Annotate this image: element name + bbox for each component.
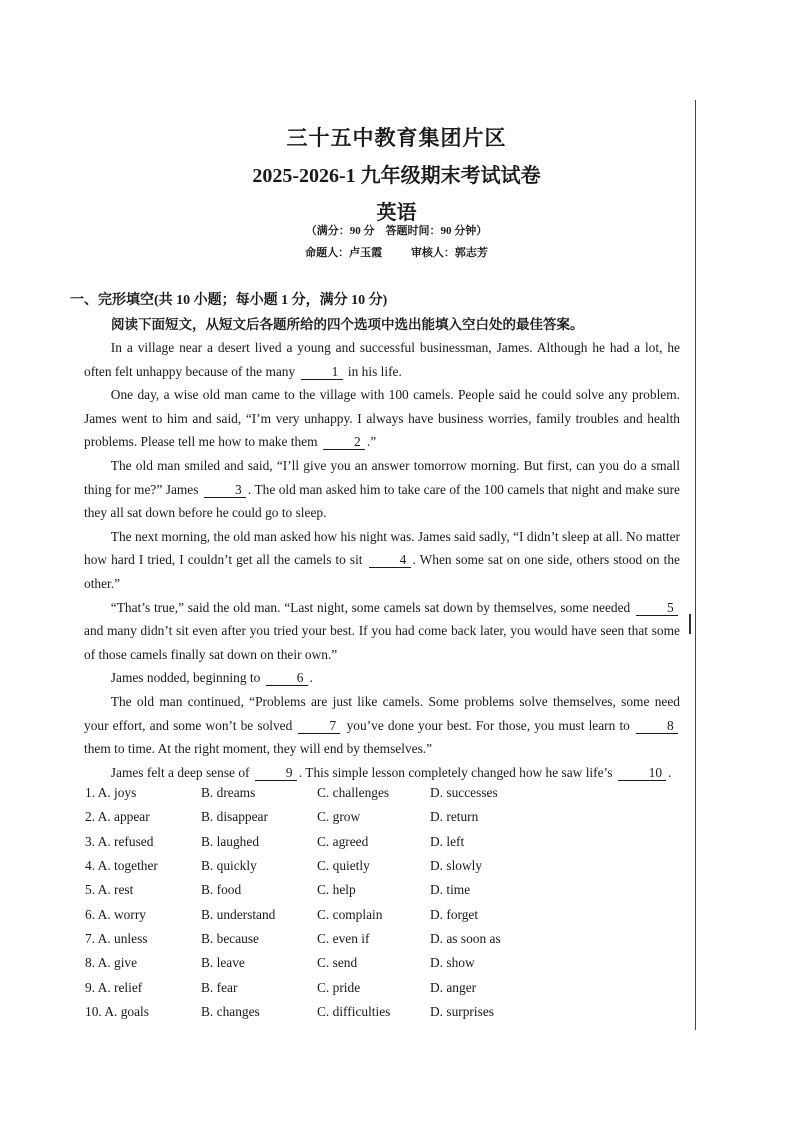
option-row	[85, 951, 685, 975]
option-choice: 8. A. give	[85, 955, 138, 971]
option-choice: C. quietly	[317, 858, 370, 874]
passage-text: .”	[366, 434, 377, 450]
option-choice: D. time	[430, 882, 471, 898]
passage-paragraph	[84, 596, 680, 667]
passage-paragraph	[84, 383, 680, 454]
option-choice: 3. A. refused	[85, 833, 154, 849]
exam-title: 2025-2026-1 九年级期末考试试卷	[252, 165, 541, 187]
passage-text: them to time. At the right moment, they will end by themselves.”	[84, 741, 433, 757]
passage-text: you’ve done your best. For those, you must learn to	[342, 717, 634, 733]
passage-text: The old man continued, “Problems are just like camels. Some problems solve themselves, some need your effort, and some won’t be solved	[84, 693, 680, 733]
exam-meta: （满分：90 分 答题时间：90 分钟）	[305, 225, 488, 237]
passage-paragraph	[84, 525, 680, 596]
passage-text: .	[309, 670, 314, 686]
option-choice: 4. A. together	[85, 858, 158, 874]
option-choice: B. because	[201, 930, 260, 946]
blank-5: 5	[636, 600, 678, 616]
blank-8: 8	[636, 718, 678, 734]
blank-9: 9	[255, 765, 297, 781]
passage-paragraph	[84, 454, 680, 525]
option-choice: C. difficulties	[317, 1003, 391, 1019]
option-row	[85, 854, 685, 878]
option-choice: D. slowly	[430, 858, 483, 874]
option-choice: B. disappear	[201, 809, 268, 825]
option-row	[85, 805, 685, 829]
cloze-passage	[84, 336, 680, 784]
passage-text: In a village near a desert lived a young and successful businessman, James. Although he had a lot, he often felt unhappy because of the many	[84, 340, 680, 379]
passage-text: . This simple lesson completely changed how he saw life’s	[298, 764, 616, 780]
option-choice: D. successes	[430, 785, 498, 801]
option-row	[85, 878, 685, 902]
blank-10: 10	[618, 765, 666, 781]
option-choice: D. forget	[430, 906, 479, 922]
passage-text: . When some sat on one side, others stood on the other.”	[84, 552, 680, 591]
binding-margin-line	[695, 100, 696, 1030]
blank-7: 7	[298, 718, 340, 734]
binding-mark	[689, 614, 691, 634]
passage-text: The next morning, the old man asked how his night was. James said sadly, “I didn’t sleep at all. No matter how hard I tried, I couldn’t get all the camels to sit	[84, 528, 680, 568]
subject-title: 英语	[376, 202, 417, 224]
option-choice: D. anger	[430, 979, 477, 995]
passage-text: .	[668, 764, 672, 780]
option-choice: 5. A. rest	[85, 882, 134, 898]
option-row	[85, 781, 685, 805]
option-choice: B. food	[201, 882, 242, 898]
passage-text: . The old man asked him to take care of the 100 camels that night and make sure they all sat down before he could go to sleep.	[84, 481, 680, 521]
option-row	[85, 902, 685, 926]
passage-text: One day, a wise old man came to the village with 100 camels. People said he could solve any problem. James went to him and said, “I’m very unhappy. I always have business worries, family troubles and health problems. Please tell me how to make them	[84, 387, 680, 450]
option-choice: C. send	[317, 955, 358, 971]
option-choice: D. show	[430, 955, 475, 971]
blank-3: 3	[204, 482, 246, 498]
passage-text: and many didn’t sit even after you tried your best. If you had come back later, you would have seen that some of those camels finally sat down on their own.”	[84, 623, 680, 662]
option-choice: C. complain	[317, 906, 383, 922]
option-choice: 9. A. relief	[85, 979, 143, 995]
option-choice: 1. A. joys	[85, 785, 137, 801]
blank-2: 2	[323, 434, 365, 450]
passage-text: in his life.	[344, 363, 402, 379]
passage-paragraph	[84, 690, 680, 761]
option-choice: C. even if	[317, 930, 370, 946]
blank-4: 4	[369, 552, 411, 568]
section-title: 一、完形填空(共 10 小题；每小题 1 分，满分 10 分)	[70, 293, 388, 308]
passage-text: “That’s true,” said the old man. “Last night, some camels sat down by themselves, some needed	[110, 599, 634, 615]
option-choice: C. pride	[317, 979, 361, 995]
option-choice: B. laughed	[201, 833, 260, 849]
option-choice: C. challenges	[317, 785, 390, 801]
option-choice: 10. A. goals	[85, 1003, 149, 1019]
passage-paragraph	[84, 666, 680, 690]
passage-text: The old man smiled and said, “I’ll give you an answer tomorrow morning. But first, can you do a small thing for me?” James	[84, 457, 680, 497]
option-choice: D. surprises	[430, 1003, 494, 1019]
option-row	[85, 830, 685, 854]
option-choice: B. dreams	[201, 785, 256, 801]
option-row	[85, 975, 685, 999]
passage-text: James nodded, beginning to	[110, 670, 264, 686]
blank-6: 6	[266, 670, 308, 686]
option-choice: D. as soon as	[430, 930, 501, 946]
answer-options	[85, 781, 685, 1024]
author-label: 命题人：卢玉霞	[305, 247, 383, 259]
blank-1: 1	[301, 364, 343, 380]
section-instruction: 阅读下面短文，从短文后各题所给的四个选项中选出能填入空白处的最佳答案。	[111, 317, 584, 332]
option-choice: D. return	[430, 809, 479, 825]
reviewer-label: 审核人：郭志芳	[410, 247, 488, 259]
exam-authors	[0, 244, 793, 260]
option-choice: B. leave	[201, 955, 245, 971]
option-choice: 7. A. unless	[85, 930, 148, 946]
option-choice: 2. A. appear	[85, 809, 150, 825]
option-row	[85, 1000, 685, 1024]
option-choice: B. understand	[201, 906, 276, 922]
school-title: 三十五中教育集团片区	[286, 126, 507, 150]
option-choice: C. agreed	[317, 833, 369, 849]
option-choice: C. help	[317, 882, 356, 898]
option-choice: B. changes	[201, 1003, 260, 1019]
passage-paragraph	[84, 336, 680, 383]
passage-text: James felt a deep sense of	[110, 764, 253, 780]
option-row	[85, 927, 685, 951]
option-choice: C. grow	[317, 809, 361, 825]
option-choice: D. left	[430, 833, 465, 849]
option-choice: B. fear	[201, 979, 238, 995]
option-choice: B. quickly	[201, 858, 257, 874]
option-choice: 6. A. worry	[85, 906, 146, 922]
